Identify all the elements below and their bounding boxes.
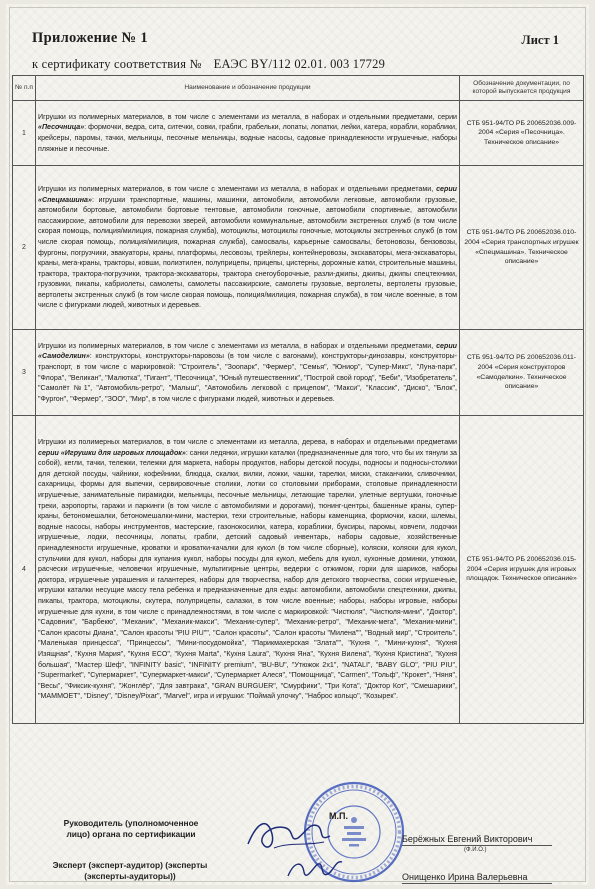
document-reference: СТБ 951-94/ТО РБ 200652036.015-2004 «Серия игрушек для игровых площадок. Техническое описание» xyxy=(460,416,584,724)
product-description: Игрушки из полимерных материалов, в том числе с элементами из металла, в наборах и отдельными предметами, серии «Спецмашина»: игрушки транспортные, машины, машинки, автомобили, автомобили легковые, автомобили грузовые, автомобили бортовые, автомобили бортовые тентовые, автомобили гоночные, автомобили спортивные, автомобили пассажирские, автомобили для перевозки зверей, автомобили коммунальные, автомобили экстренных служб (в том числе скорая помощь, полиция/милиция, пожарная служба), мотоциклы, мотоциклы гоночные, мотоциклы экстренных служб (в том числе скорая помощь, полиция/милиция, пожарная служба), самосвалы, карьерные самосвалы, бетоновозы, бензовозы, фургоны, погрузчики, эвакуаторы, краны, платформы, лесовозы, трейлеры, контейнеровозы, экскаваторы, мега-экскаваторы, краны, мега-краны, тракторы, ковши, полиэтилен, полуприцепы, прицепы, цистерны, дорожные катки, строительные машины, трактора, трактора-погрузчики, трактора-экскаваторы, трактора снегоуборочные, разли-джипы, джипы, джипы спецтехники, грузовики, пикапы, кабриолеты, самолеты, самолеты пассажирские, самолеты грузовые, вертолеты, вертолеты грузовые, вертолеты экстренных служб (в том числе скорая помощь, полиция/милиция, пожарная служба), в том числе военные, в том числе с фигурками людей, животных и деревьев. xyxy=(36,166,460,330)
document-reference: СТБ 951-94/ТО РБ 200652036.009-2004 «Серия «Песочница». Техническое описание» xyxy=(460,101,584,166)
seal-label: М.П. xyxy=(329,811,348,821)
product-description: Игрушки из полимерных материалов, в том числе с элементами из металла, в наборах и отдельными предметами, серии «Самоделкин»: конструкторы, конструкторы-паровозы (в том числе с вагонами), конструкторы-динозавры, конструкторы-транспорт, в том числе с маркировкой: "Строитель", "Зоопарк", "Фермер", "Семья", "Юниор", "Супер-Микс", "Луна-парк", "Флора", "Великан", "Малютка", "Гигант", "Песочница", "Юный путешественник", "Построй свой город", "Беби", "Изобретатель", "Самолёт №1", "Автомобиль-ретро", "Малыш", "Автомобиль легковой с прицепом", "Макси", "Классик", "Диско", "Блок", "Фургон", "Фермер", "ЗОО", "Мир", в том числе с фигурками людей, животных и деревьев. xyxy=(36,330,460,416)
series-name: «Песочница» xyxy=(38,123,85,132)
document-reference: СТБ 951-94/ТО РБ 200652036.011-2004 «Серия конструкторов «Самоделкин». Техническое описание» xyxy=(460,330,584,416)
product-description: Игрушки из полимерных материалов, в том числе с элементами из металла, дерева, в наборах и отдельными предметами серии «Игрушки для игровых площадок»: санки ледянки, игрушки каталки (предназначенные для того, что бы их тянули за собой), кегли, тачки, тележки, тележки для маркета, наборы продуктов, наборы детской посуды, подносы и подносы-столики для детской посуды, чайники, кофейники, блюдца, скалки, вилки, ложки, чашки, тарелки, миски, стаканчики, сливочники, сахарницы, формы для выпечки, сервировочные столики, лотки со столовыми приборами, столовые принадлежности игрушечные, занимательные пирамидки, мельницы, песочные мельницы, летающие тарелки, улетные вертушки, гоночные треки, аэропорты, гаражи и паркинги (в том числе с автомобилями и дорогами), тюнинг-центры, башенные краны, супер-краны, бетономешалки, бетономешалки-мини, мастерки, техи строительные, наборы каменщика, формочки, каски, шлемы, водные насосы, наборы инструментов, мастерские, газонокосилки, катера, кораблики, буксиры, паромы, ковчеги, лодочки игрушечные, лодки, песочницы, лопаты, грабли, детский садовый инвентарь, наборы садовые, хозяйственные принадлежности игрушечные, кроватки и кроватки-качалки для кукол (в том числе сборные), коляски, коляски для кукол, стульчики для кукол, наборы для купания кукол, наборы посуды для кукол, мебель для кукол, кухонные доминки, утюжки, расчески игрушечные, человечки игрушечные, мультигирные центры, ведерки с отжимом, горки для шариков, наборы доктора, игрушечные украшения и галантерея, наборы для творчества, набор для детского творчества, соски игрушечные, игрушки каталки несущие массу тела ребенка и предназначенные для езды: автомобили, автомобили спецтехники, джипы, пикапы, трактора, мотоциклы, скутера, полуприцепы, салазки, в том числе военные; наборы, наборы игровые, наборы игрушечные для кухни, в том числе с принадлежностями, в том числе с маркировкой: "Чистюля", "Чистюля-мини", "Доктор", "Садовник", "Барбекю", "Механик", "Механик-макси", "Механик-супер", "Механик-ретро", "Механик-мега", "Механик-мини", "Салон красоты Диана", "Салон красоты "PIU PIU"", "Салон красоты", "Салон красоты "Милена"", "Водный мир", "Строитель", "Маленькая принцесса", "Принцессы", "Мини-посудомойка", "Парикмахерская "Злата"", "Кухня ", "Мини-кухня", "Кухня Изящная", "Кухня Мария", "Кухня ECO", "Кухня Marta", "Кухня Laura", "Кухня Яна", "Кухня Вилена", "Кухня Кристина", "Кухня большая", "Мастер Шеф", "INFINITY basic", "INFINITY premium", "BU-BU", "Утюжок 2х1", "NATALI", "BABY GLO", "PIU PIU", "Supermarket", "Супермаркет", "Супермаркет-макси", "Супермаркет Алеся", "Помощница", "Carmen", "Гольф", "Крокет", "Няня", "Весы", "Фиксик-кухня", "Жонглёр", "Для завтрака", "GRAN BURGUER", "Смурфики", "Три Кота", "Доктор Кот", "Смешарики", "MAMMOET", "Disney", "Disney/Pixar", "Marvel", игра и игрушки: "Поймай улочку", "Наброс кольцо", "Козырек". xyxy=(36,416,460,724)
head-fio-label: (Ф.И.О.) xyxy=(464,847,487,853)
head-role: Руководитель (уполномоченное лицо) органа по сертификации xyxy=(63,818,199,839)
certificate-sheet xyxy=(6,4,589,885)
certificate-number: ЕАЭС BY/112 02.01. 003 17729 xyxy=(213,57,386,71)
product-table xyxy=(12,75,584,724)
table-row xyxy=(13,166,584,330)
appendix-title: Приложение № 1 xyxy=(32,30,148,46)
head-signature xyxy=(244,812,336,856)
head-signature-line xyxy=(402,845,552,846)
row-number: 1 xyxy=(13,101,36,166)
certificate-prefix: к сертификату соответствия № xyxy=(32,57,202,71)
expert-signature-line xyxy=(402,883,552,884)
title-row xyxy=(32,30,559,52)
document-reference: СТБ 951-94/ТО РБ 200652036.010-2004 «Серия транспортных игрушек «Спецмашина». Техническое описание» xyxy=(460,166,584,330)
row-number: 3 xyxy=(13,330,36,416)
table-header-row xyxy=(13,76,584,101)
table-row xyxy=(13,330,584,416)
series-name: серии «Самоделкин» xyxy=(38,341,457,361)
series-name: серии «Спецмашина» xyxy=(38,184,457,204)
column-header-number: № п.п xyxy=(13,76,36,101)
expert-name: Онищенко Ирина Валерьевна xyxy=(402,872,528,882)
row-number: 4 xyxy=(13,416,36,724)
column-header-doc: Обозначение документации, по которой выпускается продукция xyxy=(460,76,584,101)
expert-signature xyxy=(284,852,346,885)
sheet-number: Лист 1 xyxy=(521,33,559,47)
series-name: серии «Игрушки для игровых площадок» xyxy=(38,448,186,457)
head-name: Берёжных Евгений Викторович xyxy=(402,834,533,844)
row-number: 2 xyxy=(13,166,36,330)
expert-role: Эксперт (эксперт-аудитор) (эксперты (эксперты-аудиторы)) xyxy=(52,860,208,881)
table-row xyxy=(13,101,584,166)
certificate-reference xyxy=(32,57,397,72)
column-header-name: Наименование и обозначение продукции xyxy=(36,76,460,101)
product-description: Игрушки из полимерных материалов, в том числе с элементами из металла, в наборах и отдельными предметами, серии «Песочница»: формочки, ведра, сита, ситечки, совки, грабли, грабельки, лопаты, лопатки, лейки, катера, корабли, кораблики, крейсеры, паромы, тачки, мельницы, песочные мельницы, водные насосы, садовые принадлежности игрушечные, наборы пляжные и песочные. xyxy=(36,101,460,166)
table-row xyxy=(13,416,584,724)
